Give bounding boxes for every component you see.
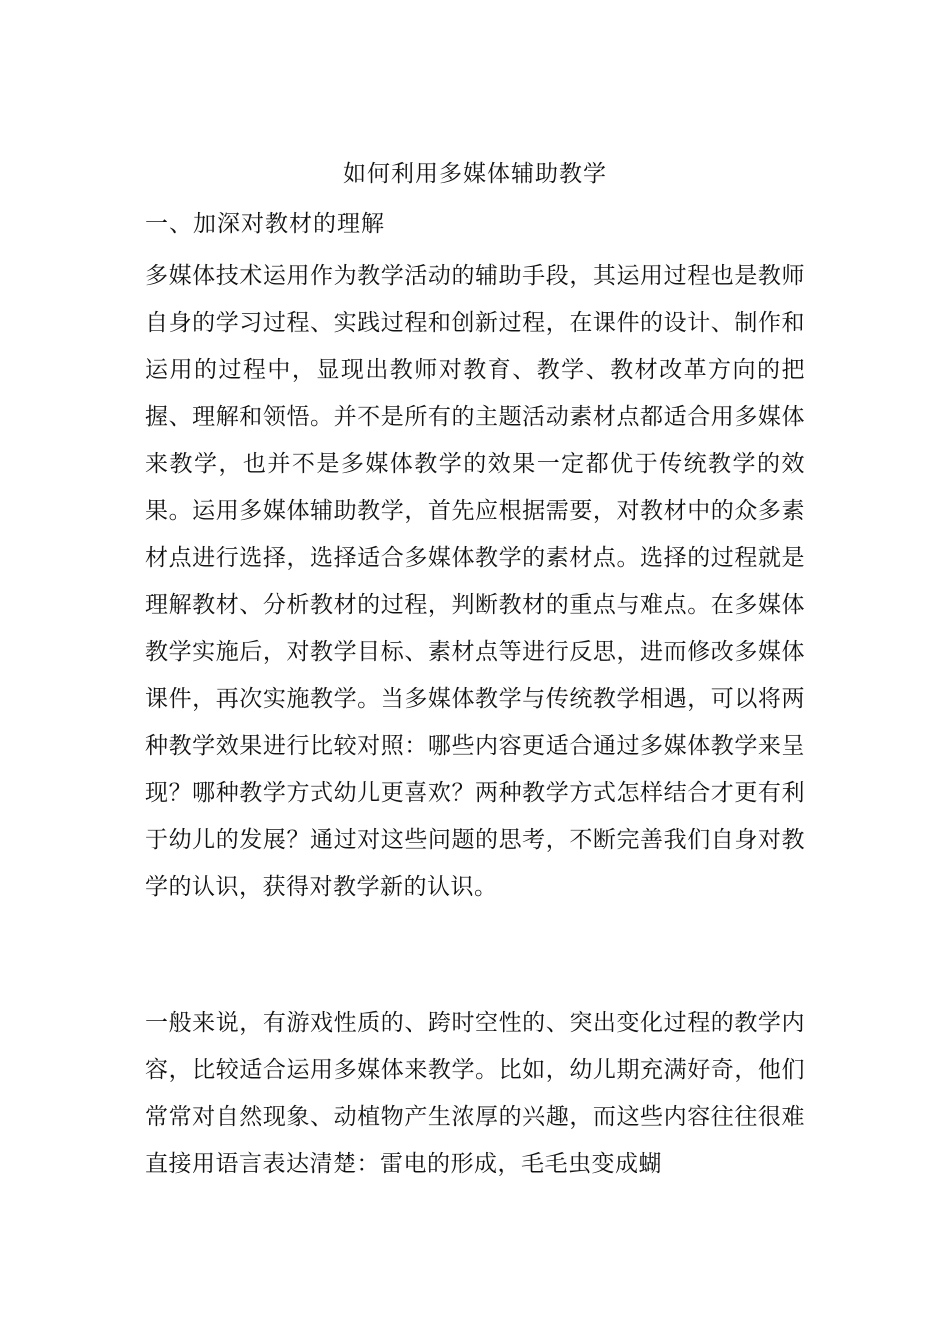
- document-title: 如何利用多媒体辅助教学: [343, 161, 607, 187]
- section-heading: 一、加深对教材的理解: [145, 211, 385, 237]
- paragraph-2: 一般来说，有游戏性质的、跨时空性的、突出变化过程的教学内容，比较适合运用多媒体来教学。比如，幼儿期充满好奇，他们常常对自然现象、动植物产生浓厚的兴趣，而这些内容往往很难直接用语言表达清楚：雷电的形成，毛毛虫变成蝴: [145, 1010, 805, 1177]
- paragraph-1: 多媒体技术运用作为教学活动的辅助手段，其运用过程也是教师自身的学习过程、实践过程和创新过程，在课件的设计、制作和运用的过程中，显现出教师对教育、教学、教材改革方向的把握、理解和领悟。并不是所有的主题活动素材点都适合用多媒体来教学，也并不是多媒体教学的效果一定都优于传统教学的效果。运用多媒体辅助教学，首先应根据需要，对教材中的众多素材点进行选择，选择适合多媒体教学的素材点。选择的过程就是理解教材、分析教材的过程，判断教材的重点与难点。在多媒体教学实施后，对教学目标、素材点等进行反思，进而修改多媒体课件，再次实施教学。当多媒体教学与传统教学相遇，可以将两种教学效果进行比较对照：哪些内容更适合通过多媒体教学来呈现？哪种教学方式幼儿更喜欢？两种教学方式怎样结合才更有利于幼儿的发展？通过对这些问题的思考，不断完善我们自身对教学的认识，获得对教学新的认识。: [145, 263, 805, 900]
